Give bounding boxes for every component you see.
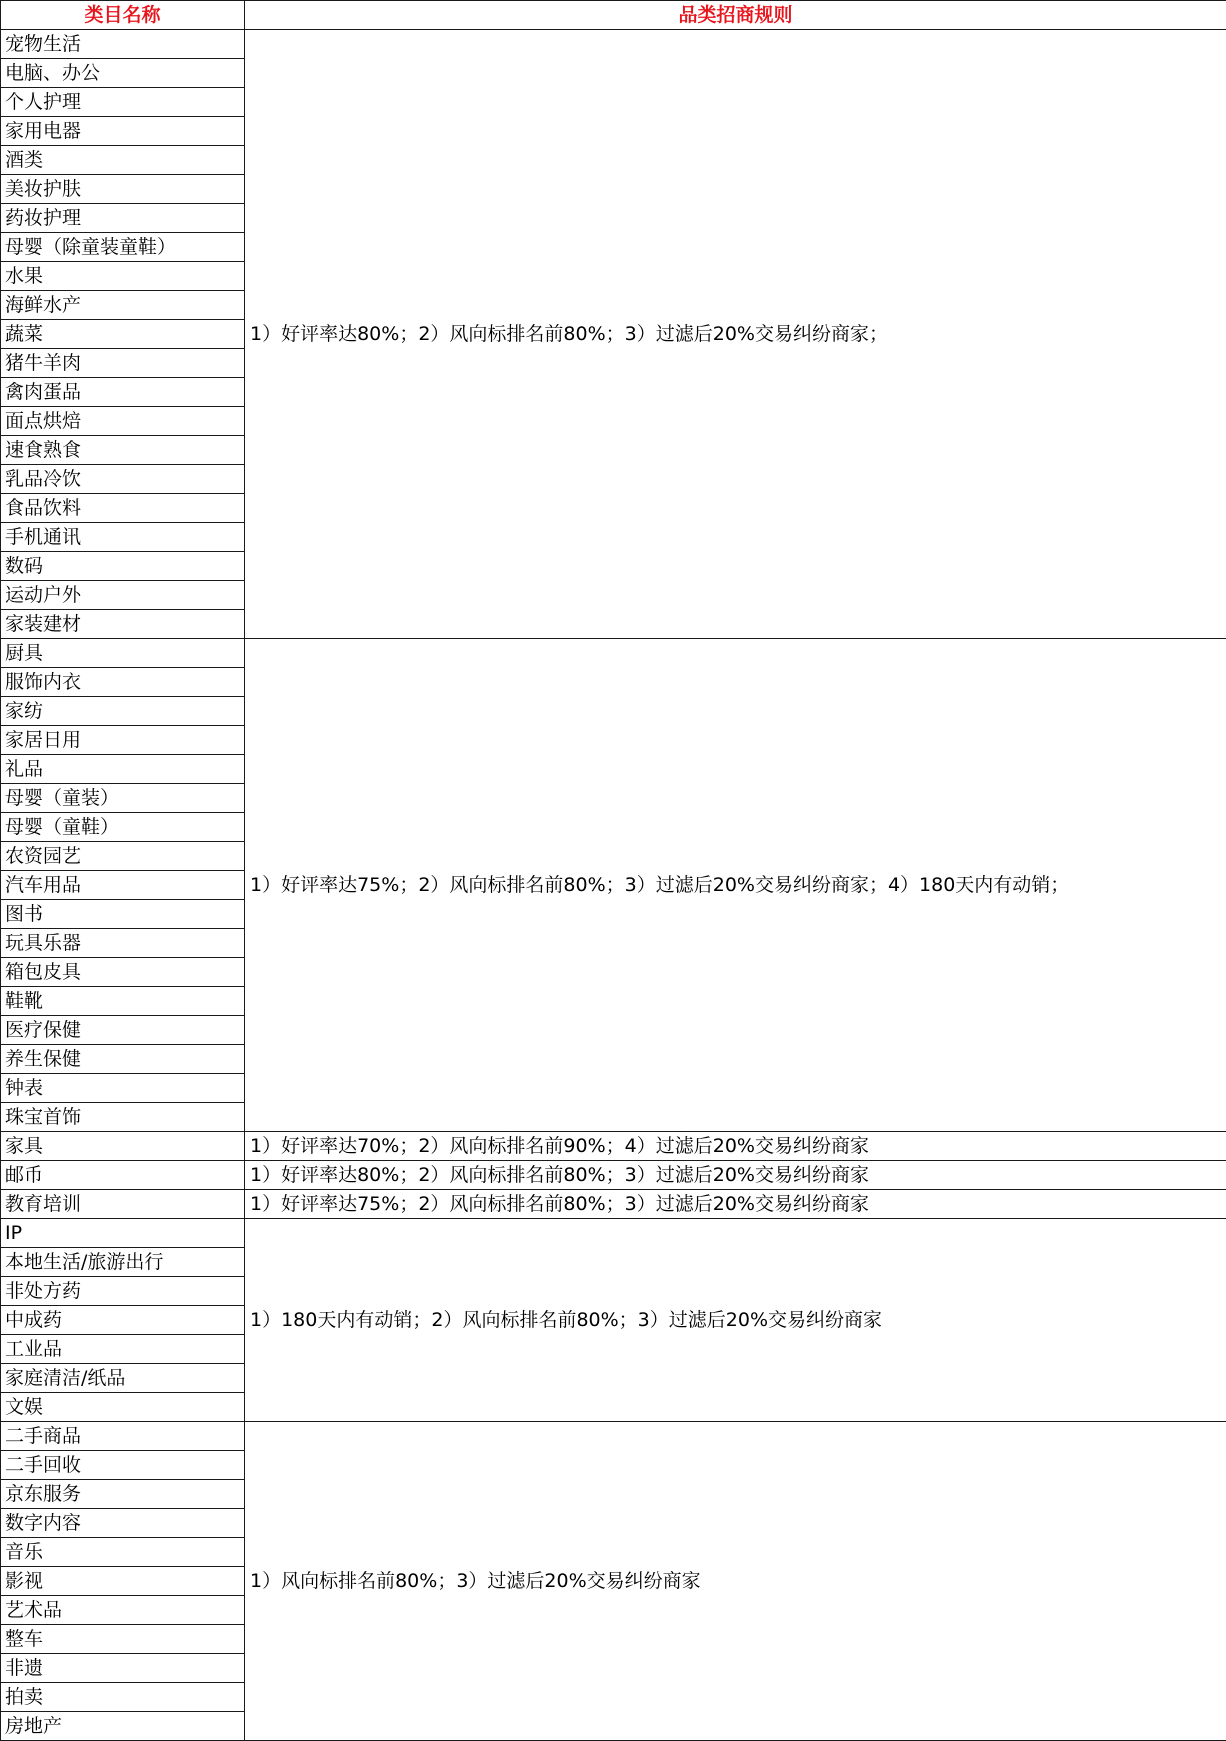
category-name-cell: 蔬菜: [1, 320, 245, 349]
category-rule-cell: 1）风向标排名前80%；3）过滤后20%交易纠纷商家: [245, 1422, 1226, 1741]
category-name-cell: 二手回收: [1, 1451, 245, 1480]
category-name-cell: 速食熟食: [1, 436, 245, 465]
category-name-cell: 面点烘焙: [1, 407, 245, 436]
category-name-cell: 家用电器: [1, 117, 245, 146]
category-name-cell: 食品饮料: [1, 494, 245, 523]
category-rule-cell: 1）180天内有动销；2）风向标排名前80%；3）过滤后20%交易纠纷商家: [245, 1219, 1226, 1422]
category-name-cell: 图书: [1, 900, 245, 929]
table-row: [1, 1132, 1226, 1161]
category-name-cell: 房地产: [1, 1712, 245, 1741]
category-name-cell: 汽车用品: [1, 871, 245, 900]
category-name-cell: 乳品冷饮: [1, 465, 245, 494]
category-name-cell: 运动户外: [1, 581, 245, 610]
category-name-cell: 禽肉蛋品: [1, 378, 245, 407]
category-name-cell: 手机通讯: [1, 523, 245, 552]
category-name-cell: IP: [1, 1219, 245, 1248]
category-name-cell: 水果: [1, 262, 245, 291]
category-name-cell: 整车: [1, 1625, 245, 1654]
category-name-cell: 医疗保健: [1, 1016, 245, 1045]
category-rule-cell: 1）好评率达70%；2）风向标排名前90%；4）过滤后20%交易纠纷商家: [245, 1132, 1226, 1161]
category-name-cell: 本地生活/旅游出行: [1, 1248, 245, 1277]
category-name-cell: 母婴（除童装童鞋）: [1, 233, 245, 262]
category-name-cell: 美妆护肤: [1, 175, 245, 204]
category-name-cell: 礼品: [1, 755, 245, 784]
category-name-cell: 家具: [1, 1132, 245, 1161]
category-name-cell: 非处方药: [1, 1277, 245, 1306]
category-name-cell: 非遗: [1, 1654, 245, 1683]
category-name-cell: 拍卖: [1, 1683, 245, 1712]
header-row: [1, 1, 1226, 30]
category-name-cell: 酒类: [1, 146, 245, 175]
category-name-cell: 玩具乐器: [1, 929, 245, 958]
table-row: [1, 30, 1226, 59]
category-rule-cell: 1）好评率达75%；2）风向标排名前80%；3）过滤后20%交易纠纷商家；4）180天内有动销；: [245, 639, 1226, 1132]
category-name-cell: 母婴（童装）: [1, 784, 245, 813]
table-body: [1, 30, 1226, 1741]
category-name-cell: 宠物生活: [1, 30, 245, 59]
category-name-cell: 药妆护理: [1, 204, 245, 233]
category-rule-cell: 1）好评率达75%；2）风向标排名前80%；3）过滤后20%交易纠纷商家: [245, 1190, 1226, 1219]
category-rule-cell: 1）好评率达80%；2）风向标排名前80%；3）过滤后20%交易纠纷商家；: [245, 30, 1226, 639]
header-category-rules: 品类招商规则: [245, 1, 1226, 30]
category-name-cell: 海鲜水产: [1, 291, 245, 320]
category-name-cell: 服饰内衣: [1, 668, 245, 697]
table-row: [1, 1219, 1226, 1248]
category-name-cell: 养生保健: [1, 1045, 245, 1074]
table-row: [1, 1190, 1226, 1219]
category-name-cell: 京东服务: [1, 1480, 245, 1509]
header-category-name: 类目名称: [1, 1, 245, 30]
category-name-cell: 钟表: [1, 1074, 245, 1103]
category-name-cell: 家纺: [1, 697, 245, 726]
category-name-cell: 珠宝首饰: [1, 1103, 245, 1132]
category-name-cell: 音乐: [1, 1538, 245, 1567]
category-name-cell: 数码: [1, 552, 245, 581]
category-name-cell: 个人护理: [1, 88, 245, 117]
category-name-cell: 艺术品: [1, 1596, 245, 1625]
table-row: [1, 1161, 1226, 1190]
category-name-cell: 邮币: [1, 1161, 245, 1190]
table-row: [1, 639, 1226, 668]
category-name-cell: 箱包皮具: [1, 958, 245, 987]
category-name-cell: 家庭清洁/纸品: [1, 1364, 245, 1393]
category-name-cell: 家装建材: [1, 610, 245, 639]
category-name-cell: 中成药: [1, 1306, 245, 1335]
category-name-cell: 电脑、办公: [1, 59, 245, 88]
category-name-cell: 家居日用: [1, 726, 245, 755]
category-name-cell: 影视: [1, 1567, 245, 1596]
category-name-cell: 厨具: [1, 639, 245, 668]
category-name-cell: 鞋靴: [1, 987, 245, 1016]
category-name-cell: 农资园艺: [1, 842, 245, 871]
category-name-cell: 母婴（童鞋）: [1, 813, 245, 842]
category-name-cell: 数字内容: [1, 1509, 245, 1538]
category-rule-cell: 1）好评率达80%；2）风向标排名前80%；3）过滤后20%交易纠纷商家: [245, 1161, 1226, 1190]
category-name-cell: 教育培训: [1, 1190, 245, 1219]
category-name-cell: 二手商品: [1, 1422, 245, 1451]
table-row: [1, 1422, 1226, 1451]
category-name-cell: 猪牛羊肉: [1, 349, 245, 378]
category-name-cell: 工业品: [1, 1335, 245, 1364]
category-name-cell: 文娱: [1, 1393, 245, 1422]
